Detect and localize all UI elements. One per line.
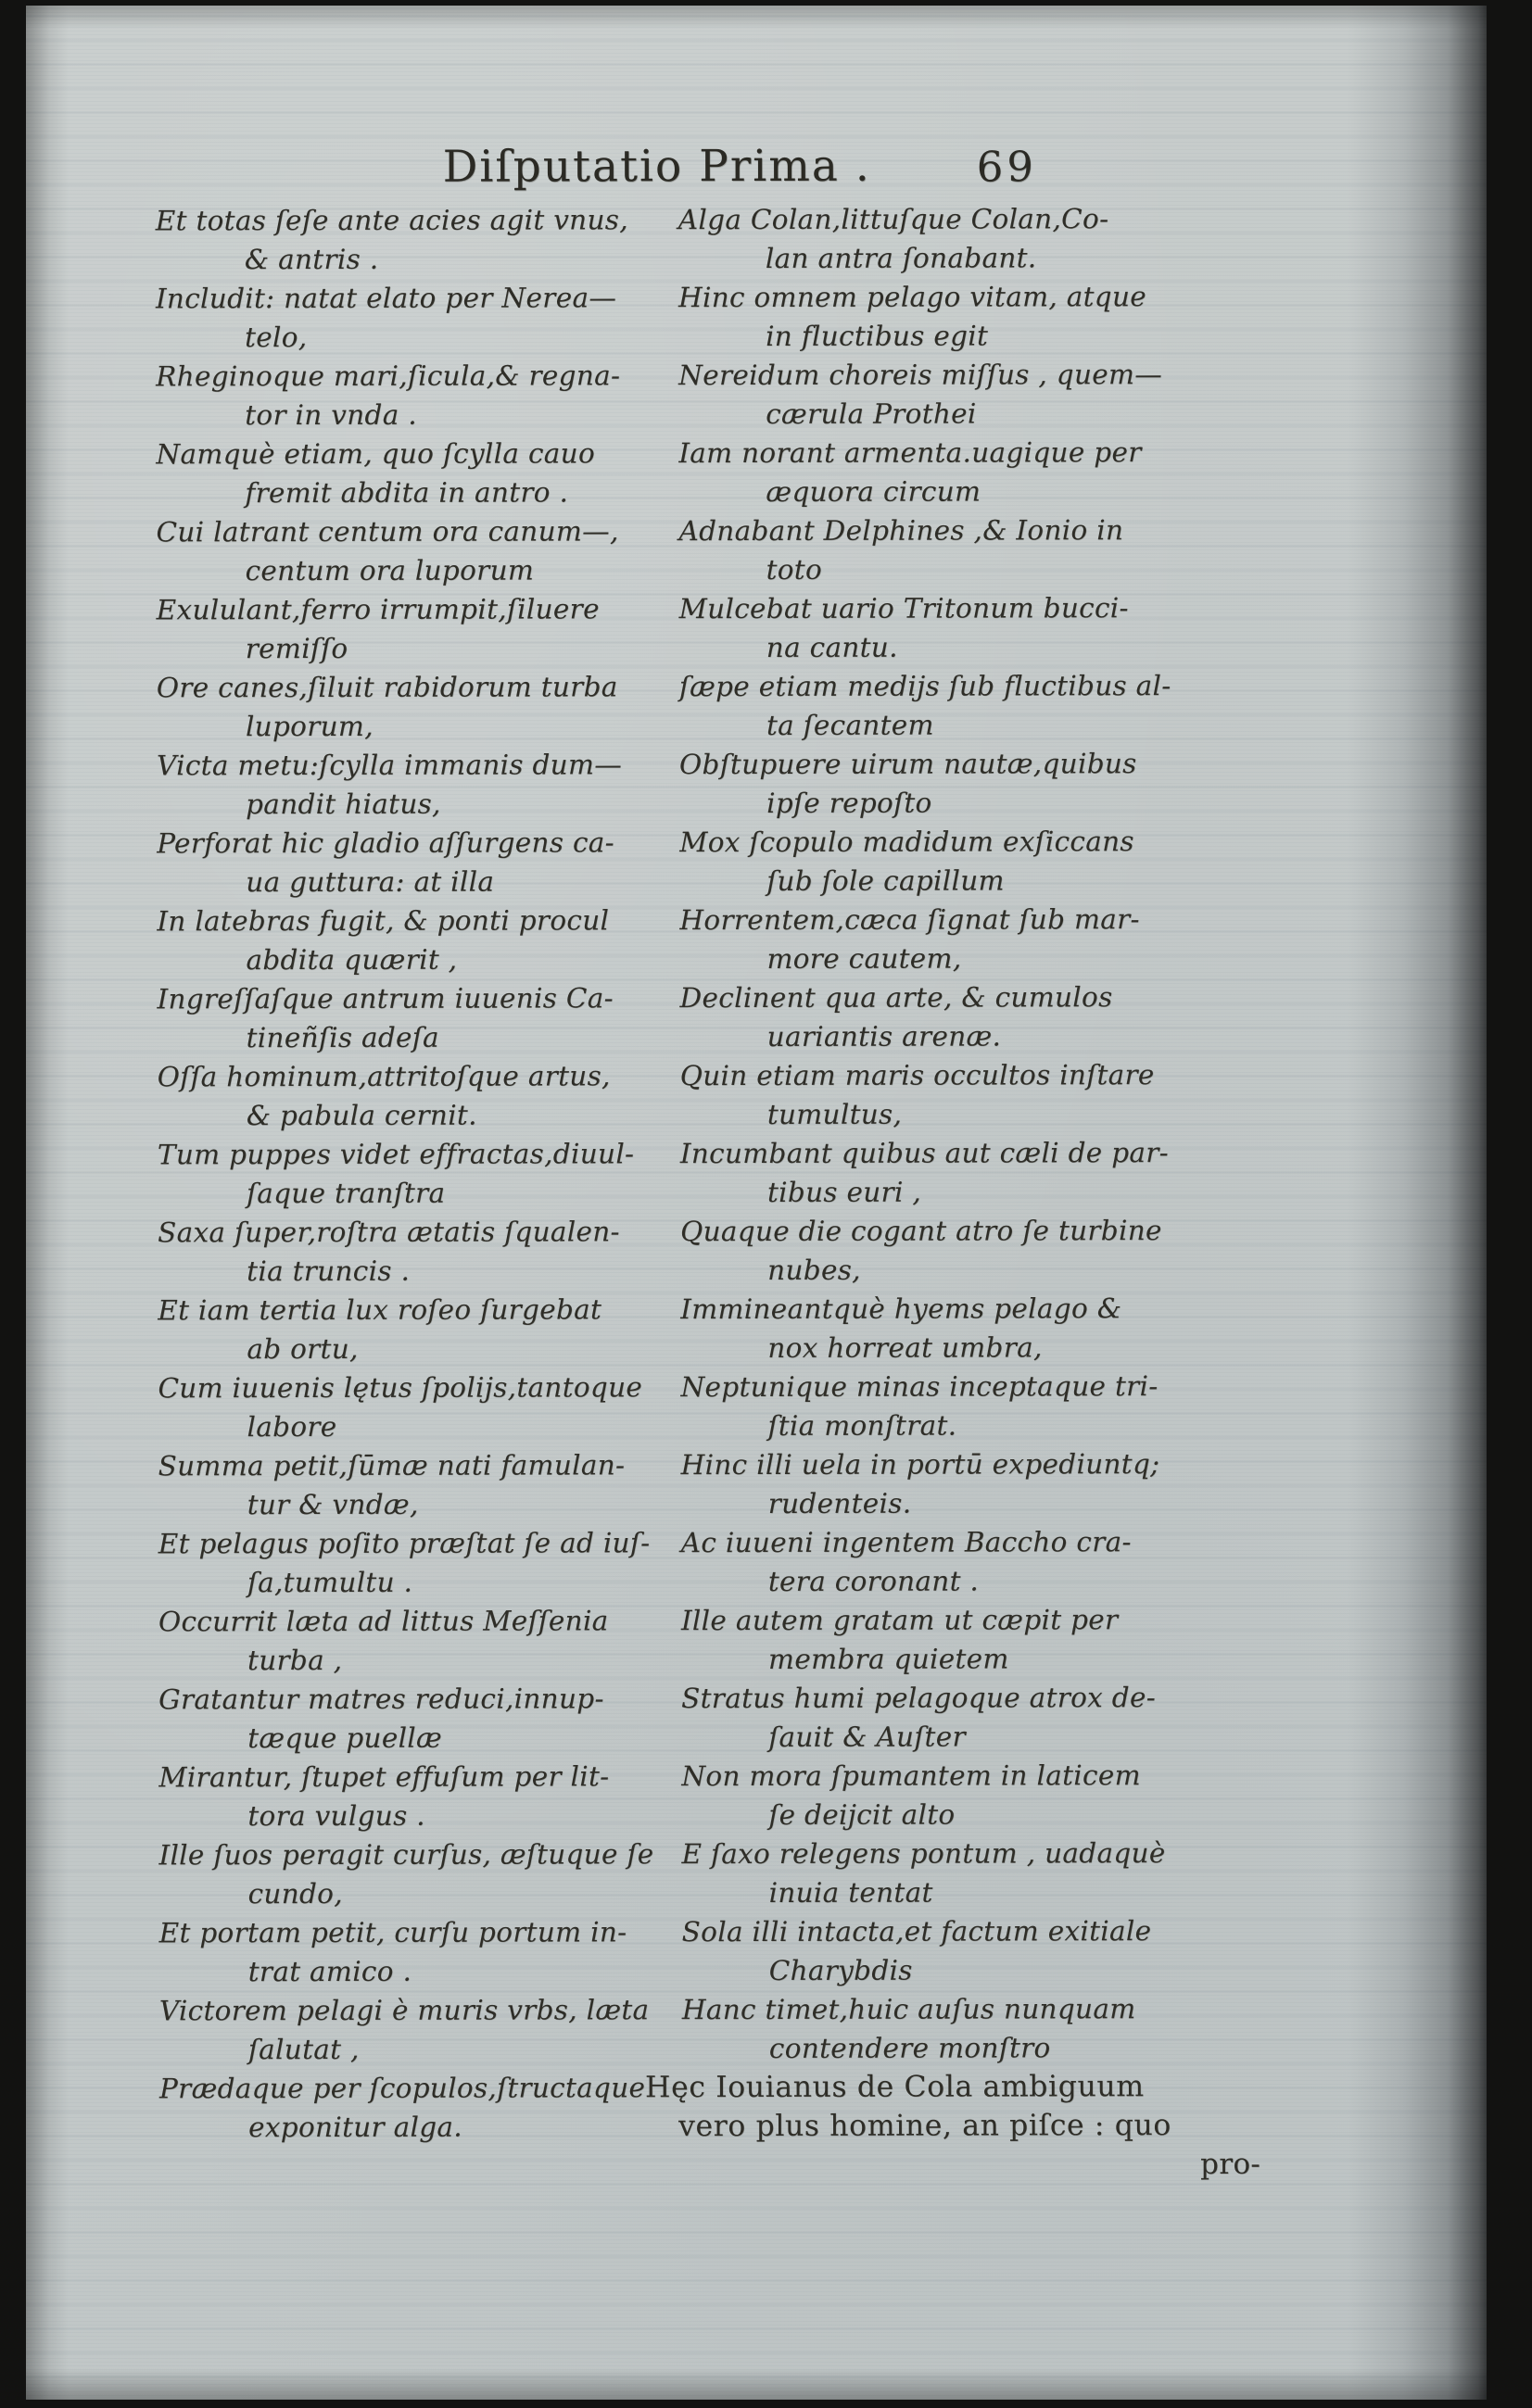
text-line: Exululant,ferro irrumpit,ſiluere [156,593,600,626]
text-line: nox horreat umbra, [767,1331,1043,1364]
page-number: 69 [976,142,1037,192]
text-line: Cui latrant centum ora canum—, [156,515,619,548]
text-line: Occurrit læta ad littus Meſſenia [158,1605,609,1638]
bottom-edge-shadow [26,2368,1487,2400]
text-line: luporum, [245,710,374,743]
page-content [23,4,1488,2401]
text-line: tera coronant . [767,1565,980,1597]
text-line: contendere monſtro [768,2032,1051,2064]
paper-sheet [26,6,1487,2400]
text-line: tæque puellæ [247,1721,443,1755]
text-line: telo, [245,321,308,354]
text-line: Neptunique minas inceptaque tri- [680,1370,1158,1404]
text-line: Charybdis [768,1954,913,1986]
text-column-left [155,200,654,2147]
text-line: vero plus homine, an piſce : quo [678,2109,1171,2144]
text-line: more cautem, [766,942,962,975]
text-line: tor in vnda . [245,398,417,432]
text-line: Sola illi intacta,et factum exitiale [681,1915,1152,1948]
text-line: tibus euri , [766,1176,922,1208]
top-edge-shadow [26,6,1487,30]
text-line: Et portam petit, curſu portum in- [158,1916,627,1949]
text-line: Stratus humi pelagoque atrox de- [681,1682,1157,1715]
text-line: Mox ſcopulo madidum exſiccans [679,826,1134,859]
text-line: Nereidum choreis miſſus , quem— [678,359,1163,392]
text-line: & pabula cernit. [246,1099,477,1132]
text-line: Cum iuuenis lętus ſpolijs,tantoque [158,1371,643,1405]
page-title: Diſputatio Prima . [442,140,871,193]
text-line: ſæpe etiam medijs ſub fluctibus al- [678,670,1171,703]
text-line: inuia tentat [768,1876,933,1909]
text-line: tur & vndæ, [247,1488,419,1521]
text-line: cærula Prothei [766,397,977,430]
text-line: Hinc omnem pelago vitam, atque [677,281,1147,314]
text-line: nubes, [767,1254,861,1286]
text-line: Obſtupuere uirum nautæ,quibus [678,748,1137,781]
text-line: ua guttura: at illa [246,865,495,899]
text-line: ab ortu, [247,1332,359,1366]
text-line: lan antra ſonabant. [765,242,1037,274]
text-line: tineñſis adeſa [246,1021,439,1054]
text-line: Hanc timet,huic auſus nunquam [681,1993,1136,2026]
left-edge-shadow [26,6,69,2400]
text-line: toto [766,553,823,586]
text-line: Mulcebat uario Tritonum bucci- [678,592,1129,625]
text-line: rudenteis. [767,1487,912,1519]
catchword: pro- [1200,2147,1261,2181]
text-line: tia truncis . [247,1254,411,1288]
text-line: Tum puppes videt effractas,diuul- [157,1138,635,1171]
text-line: æquora circum [766,475,981,508]
text-line: trat amico . [247,1955,412,1988]
text-line: remiſſo [245,632,348,665]
text-line: Ille autem gratam ut cæpit per [680,1604,1119,1637]
text-line: Quaque die cogant atro ſe turbine [680,1215,1162,1248]
text-line: Iam norant armenta.uagique per [678,436,1142,470]
text-line: Victorem pelagi è muris vrbs, læta [158,1994,650,2027]
text-line: tora vulgus . [247,1799,425,1833]
text-line: Incumbant quibus aut cæli de par- [679,1137,1169,1170]
text-line: Ore canes,ſiluit rabidorum turba [156,671,618,704]
text-line: Et totas ſeſe ante acies agit vnus, [155,204,628,237]
text-line: Ac iuueni ingentem Baccho cra- [680,1526,1132,1559]
page-curl-shadow [1348,6,1487,2400]
text-line: Hęc Iouianus de Cola ambiguum [644,2070,1145,2105]
text-line: ſe deijcit alto [768,1798,956,1831]
text-line: ſauit & Auſter [768,1721,966,1753]
text-line: Ille ſuos peragit curſus, æſtuque ſe [158,1838,654,1872]
text-line: Summa petit,ſūmæ nati famulan- [158,1449,626,1482]
text-line: turba , [247,1644,343,1677]
text-line: exponitur alga. [248,2111,463,2144]
text-line: Alga Colan,littuſque Colan,Co- [677,203,1109,236]
text-line: Hinc illi uela in portū expediuntq; [680,1448,1160,1481]
text-line: centum ora luporum [245,554,535,587]
text-line: uariantis arenæ. [766,1020,1002,1053]
text-line: In latebras fugit, & ponti procul [157,904,610,938]
text-line: ipſe repoſto [766,787,932,819]
text-line: abdita quærit , [246,943,458,977]
text-line: & antris . [244,243,379,276]
text-line: Namquè etiam, quo ſcylla cauo [156,437,596,471]
text-line: Saxa ſuper,roſtra ætatis ſqualen- [158,1216,620,1249]
text-line: ſaque tranſtra [246,1177,446,1210]
text-line: ſa,tumultu . [247,1566,413,1599]
text-line: na cantu. [766,631,898,663]
text-line: Adnabant Delphines ,& Ionio in [678,514,1124,548]
text-line: Quin etiam maris occultos inſtare [679,1059,1155,1092]
text-line: Perforat hic gladio aſſurgens ca- [157,826,614,860]
text-line: pandit hiatus, [246,788,441,821]
text-line: Mirantur, ſtupet effuſum per lit- [158,1760,610,1794]
text-line: ta ſecantem [766,709,934,741]
text-line: fremit abdita in antro . [245,476,569,510]
text-line: Et pelagus poſito præſtat ſe ad iuſ- [158,1527,651,1560]
text-line: labore [247,1410,337,1444]
text-line: tumultus, [766,1098,903,1130]
text-line: Includit: natat elato per Nerea— [155,282,617,315]
text-line: membra quietem [767,1643,1009,1675]
text-line: Rheginoque mari,ſicula,& regna- [156,359,621,393]
text-line: Oſſa hominum,attritoſque artus, [157,1060,611,1093]
text-line: ſub ſole capillum [766,864,1005,897]
text-line: Horrentem,cæca ſignat ſub mar- [679,903,1140,937]
text-line: Victa metu:ſcylla immanis dum— [156,749,623,782]
text-line: in fluctibus egit [766,320,989,352]
text-line: Gratantur matres reduci,innup- [158,1683,604,1716]
text-line: cundo, [247,1877,343,1910]
text-line: Et iam tertia lux roſeo ſurgebat [158,1293,602,1327]
text-line: E ſaxo relegens pontum , uadaquè [681,1837,1166,1871]
text-line: Non mora ſpumantem in laticem [681,1759,1141,1793]
text-line: ſalutat , [247,2033,360,2066]
text-line: Immineantquè hyems pelago & [680,1292,1122,1326]
text-line: Prædaque per ſcopulos,ſtructaque [158,2072,646,2105]
text-line: ſtia monſtrat. [767,1409,957,1442]
text-line: Declinent qua arte, & cumulos [679,981,1113,1015]
text-line: Ingreſſaſque antrum iuuenis Ca- [157,982,614,1015]
text-column-right [639,199,1338,2186]
